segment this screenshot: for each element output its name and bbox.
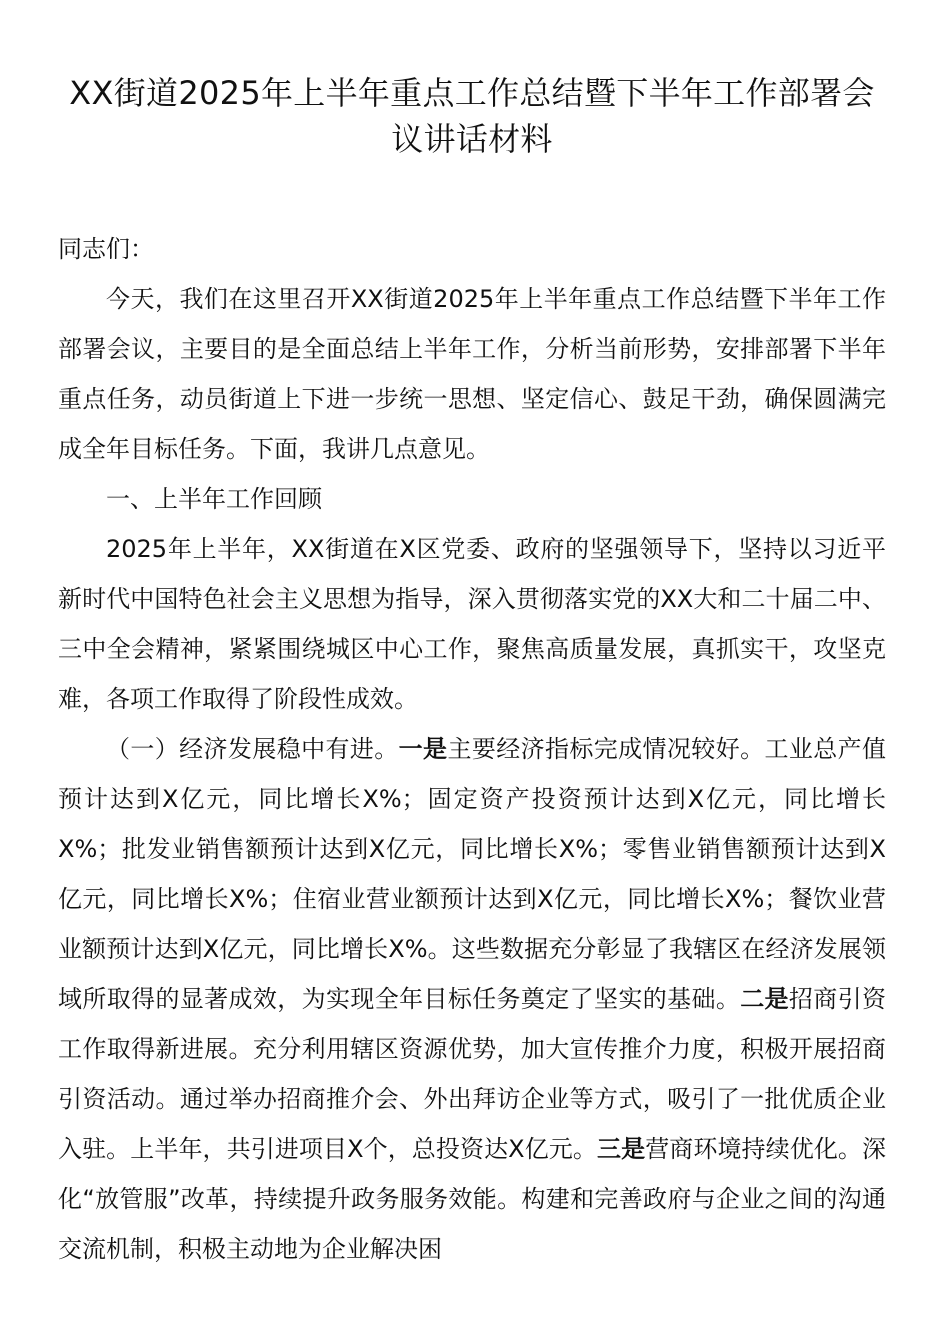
- point1-label: 一是: [398, 735, 448, 763]
- section-body-paragraph: 2025年上半年，XX街道在X区党委、政府的坚强领导下，坚持以习近平新时代中国特色社会主义思想为指导，深入贯彻落实党的XX大和二十届二中、三中全会精神，紧紧围绕城区中心工作，聚焦高质量发展，真抓实干，攻坚克难，各项工作取得了阶段性成效。: [58, 535, 886, 713]
- salutation: 同志们：: [58, 235, 154, 263]
- economy-lead: （一）经济发展稳中有进。: [106, 735, 399, 763]
- point3-text: 营商环境持续优化。深化“放管服”改革，持续提升政务服务效能。构建和完善政府与企业之间的沟通交流机制，积极主动地为企业解决困: [58, 1135, 887, 1263]
- document-title: XX街道2025年上半年重点工作总结暨下半年工作部署会议讲话材料: [69, 74, 875, 158]
- point1-text: 主要经济指标完成情况较好。工业总产值预计达到X亿元，同比增长X%；固定资产投资预计达到X亿元，同比增长X%；批发业销售额预计达到X亿元，同比增长X%；零售业销售额预计达到X亿元，同比增长X%；住宿业营业额预计达到X亿元，同比增长X%；餐饮业营业额预计达到X亿元，同比增长X%。这些数据充分彰显了我辖区在经济发展领域所取得的显著成效，为实现全年目标任务奠定了坚实的基础。: [58, 735, 887, 1013]
- point3-label: 三是: [597, 1135, 646, 1163]
- point2-label: 二是: [740, 985, 789, 1013]
- document-body: [58, 224, 886, 1274]
- section-heading: 一、上半年工作回顾: [106, 485, 322, 513]
- point2-text: 招商引资工作取得新进展。充分利用辖区资源优势，加大宣传推介力度，积极开展招商引资活动。通过举办招商推介会、外出拜访企业等方式，吸引了一批优质企业入驻。上半年，共引进项目X个，总投资达X亿元。: [58, 985, 887, 1163]
- economy-paragraph: [58, 724, 886, 1274]
- intro-paragraph: 今天，我们在这里召开XX街道2025年上半年重点工作总结暨下半年工作部署会议，主要目的是全面总结上半年工作，分析当前形势，安排部署下半年重点任务，动员街道上下进一步统一思想、坚定信心、鼓足干劲，确保圆满完成全年目标任务。下面，我讲几点意见。: [58, 285, 886, 463]
